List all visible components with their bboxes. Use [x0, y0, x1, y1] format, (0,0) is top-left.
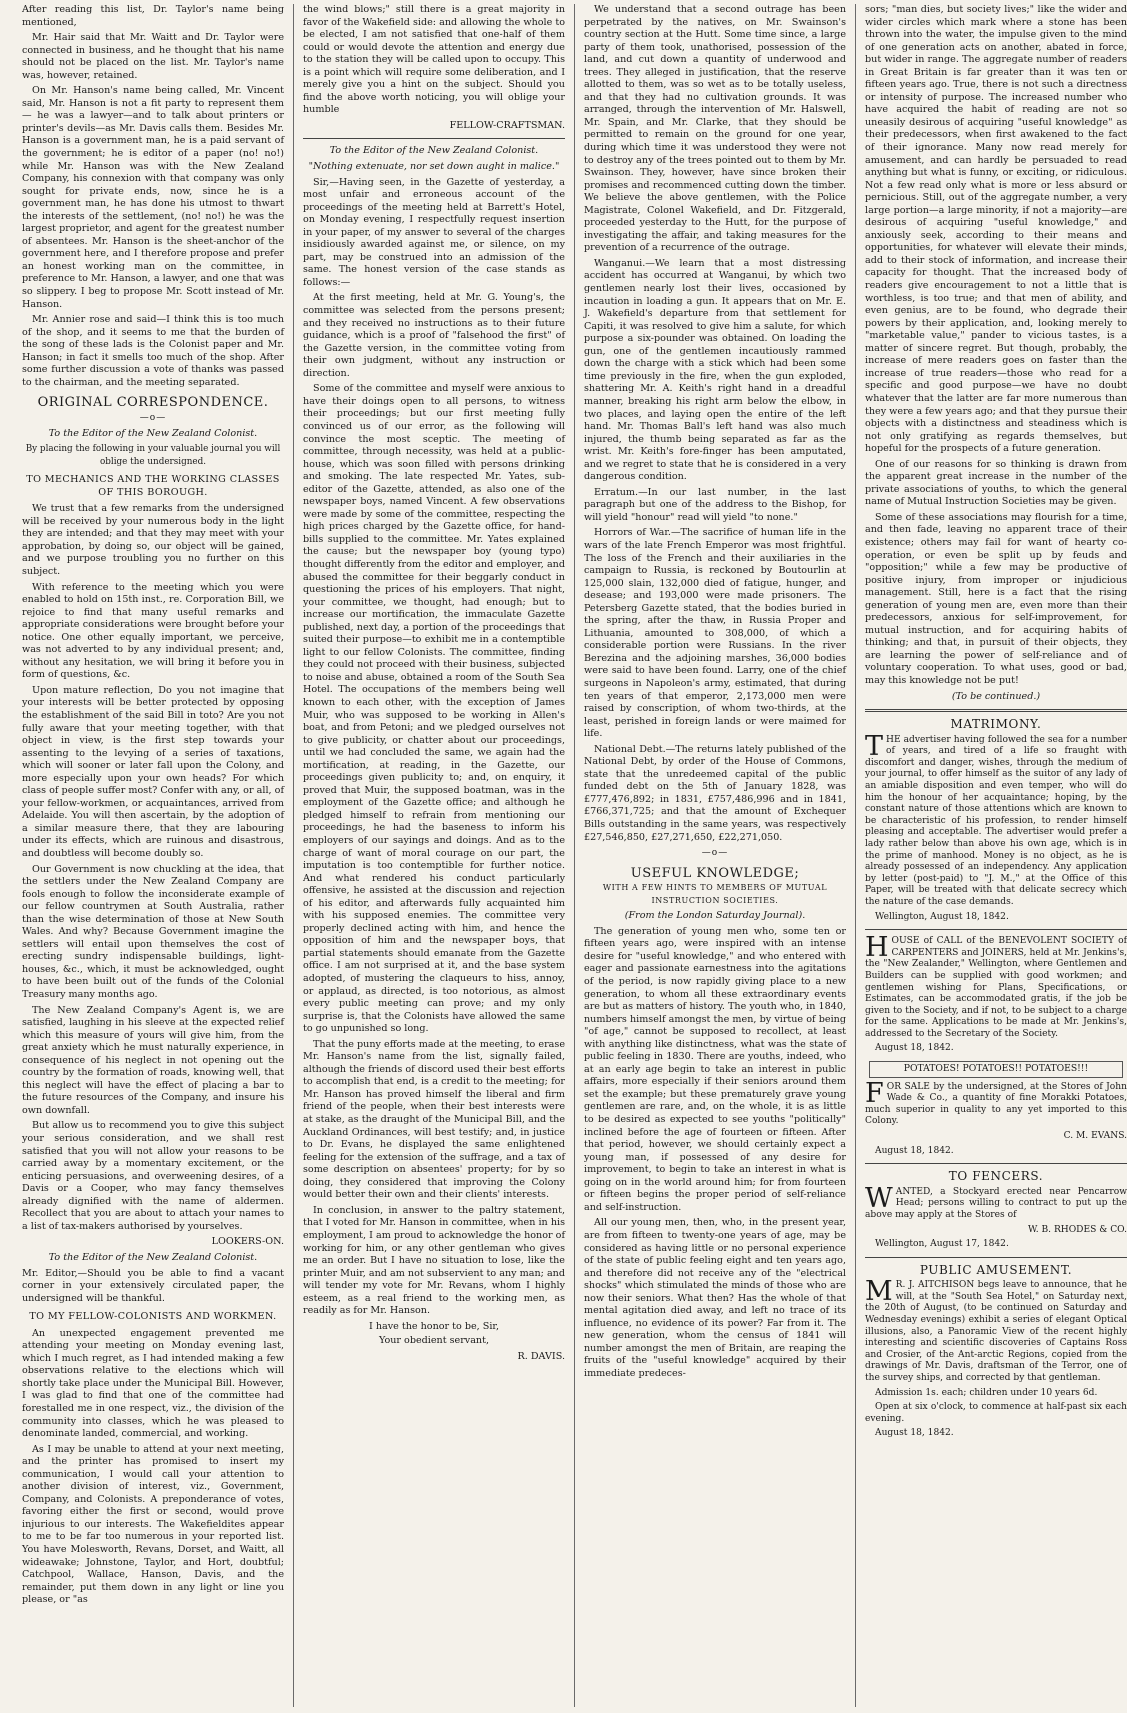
paragraph: sors; "man dies, but society lives;" like the wider and wider circles which mark where a stone has been thrown into the water, the impulse given to the mind of one generation acts on another, abated in force, but wider in range. The aggregate number of readers in Great Britain is far greater than it was ten or fifteen years ago. True, there is not such a directness or intensity of purpose. The increased number who have acquired the habit of reading are not so uneasily desirous of acquiring "useful knowledge" as their predecessors, when first awakened to the fact of their ignorance. Many now read merely for amusement, and can hardly be persuaded to read anything but what is funny, or exciting, or ridiculous. Not a few read only what is more or less absurd or pernicious. Still, out of the aggregate number, a very large portion—a large minority, if not a majority—are desirous of acquiring "useful knowledge," and anxiously seek, according to their means and opportunities, for whatever will elevate their minds, add to their stock of information, and increase their capacity for thought. That the increased body of readers give encouragement to not a little that is worthless, is too true; and that men of ability, and even genius, are to be found, who degrade their powers by their application, and, looking merely to "marketable value," pander to vicious tastes, is a matter of sincere regret. But though, probably, the increase of mere readers goes on faster than the increase of true readers—those who read for a specific and good purpose—we have no doubt whatever that the latter are far more numerous than they were a few years ago; and that they pursue their objects with a distinctness and steadiness which is not only gratifying as regards themselves, but hopeful for the prospects of a future generation.: [865, 4, 1127, 455]
drop-cap: T: [865, 730, 884, 762]
column-rule: [574, 4, 575, 1707]
source-line: (From the London Saturday Journal).: [624, 910, 806, 922]
paragraph: Horrors of War.—The sacrifice of human life in the wars of the late French Emperor was most frightful. The loss of the French and their auxiliaries in the campaign to Russia, is reckoned by Boutourlin at 125,000 slain, 132,000 died of fatigue, hunger, and desease; and 193,000 were made prisoners. The Petersberg Gazette stated, that the bodies buried in the spring, after the thaw, in Russia Proper and Lithuania, amounted to 308,000, of which a considerable portion were Russians. In the river Berezina and the adjoining marshes, 36,000 bodies were said to have been found. Larry, one of the chief surgeons in Napoleon's army, estimated, that during ten years of that emperor, 2,173,000 men were raised by conscription, of whom two-thirds, at the least, perished in foreign lands or were maimed for life.: [584, 527, 846, 740]
paragraph: An unexpected engagement prevented me attending your meeting on Monday evening last, which I much regret, as I had intended making a few observations relative to the elections which will shortly take place under the Municipal Bill. However, I was glad to find that one of the committee had forestalled me in one respect, viz., the division of the community into classes, which he was pleased to denominate landed, commercial, and working.: [22, 1327, 284, 1440]
ad-date: August 18, 1842.: [875, 1043, 954, 1054]
ad-public-amusement: [865, 1264, 1127, 1440]
divider: [865, 1257, 1127, 1258]
continued-note: (To be continued.): [951, 690, 1041, 702]
ad-fencers: [865, 1170, 1127, 1251]
closing-line: I have the honor to be, Sir,: [368, 1320, 499, 1332]
ad-title: POTATOES! POTATOES!! POTATOES!!!: [869, 1061, 1123, 1078]
ad-body: ANTED, a Stockyard erected near Pencarrow Head; persons willing to contract to put up the above may apply at the Stores of: [865, 1186, 1127, 1220]
ad-title: PUBLIC AMUSEMENT.: [919, 1262, 1073, 1277]
ad-title: TO FENCERS.: [948, 1169, 1044, 1184]
signature: LOOKERS-ON.: [211, 1236, 284, 1248]
ad-date: August 18, 1842.: [875, 1428, 954, 1439]
divider: [865, 1163, 1127, 1164]
paragraph: As I may be unable to attend at your next meeting, and the printer has promised to insert my communication, I would call your attention to another division of interest, viz., Government, Company, and Colonists. A preponderance of votes, favoring either the first or second, would prove injurious to our interests. The Wakefieldites appear to me to be far too numerous in your reported list. You have Molesworth, Revans, Dorset, and Waitt, all wideawake; Johnstone, Taylor, and Hort, doubtful; Catchpool, Wallace, Hanson, Davis, and the remainder, put them down in any light or line you please, or "as: [22, 1443, 284, 1606]
ad-body: OR SALE by the undersigned, at the Stores of John Wade & Co., a quantity of fine Morakki Potatoes, much superior in quality to any yet imported to this Colony.: [865, 1081, 1127, 1127]
drop-cap: H: [865, 932, 889, 964]
column-4: [865, 4, 1127, 1707]
paragraph: Erratum.—In our last number, in the last paragraph but one of the address to the Bishop, for will yield "honour" read will yield "to none.": [584, 486, 846, 523]
letter-address: To the Editor of the New Zealand Colonist.: [329, 145, 539, 157]
paragraph: In conclusion, in answer to the paltry statement, that I voted for Mr. Hanson in committee, when in his employment, I am proud to acknowledge the honor of working for him, or any other gentleman who gives me an order. But I have no situation to lose, like the printer Muir, and am not subservient to any man; and will tender my vote for Mr. Revans, whom I highly esteem, as a real friend to the working men, as readily as for Mr. Hanson.: [303, 1204, 565, 1317]
ad-date: August 18, 1842.: [875, 1145, 954, 1156]
ad-date: Wellington, August 17, 1842.: [875, 1239, 1009, 1250]
signature: FELLOW-CRAFTSMAN.: [449, 119, 565, 131]
signature: R. DAVIS.: [517, 1350, 565, 1362]
divider: [865, 709, 1127, 712]
paragraph: The New Zealand Company's Agent is, we are satisfied, laughing in his sleeve at the expected relief which this measure of yours will give him, from the great anxiety which he must naturally experience, in consequence of his neglect in not opening out the country by the formation of roads, knowing well, that this neglect will have the effect of placing a bar to the future resources of the Company, and insure his own downfall.: [22, 1004, 284, 1116]
column-rule: [293, 4, 294, 1707]
ad-potatoes: [865, 1061, 1127, 1157]
paragraph: Upon mature reflection, Do you not imagine that your interests will be better protected by opposing the establishment of the said Bill in toto? Are you not fully aware that your meeting together, with that object in view, is the first step towards your assenting to the levying of a series of taxations, which will sooner or later fall upon the Colony, and more especially upon your own heads? For which class of people suffer most? Confer with any, or all, of your fellow-workmen, or acquaintances, arrived from Adelaide. You will then ascertain, by the adoption of a similar measure there, that they are labouring under its effects, which are ruinous and disastrous, and doubtless will become doubly so.: [22, 684, 284, 859]
letter-address: To the Editor of the New Zealand Colonist.: [48, 427, 258, 439]
ad-body: R. J. AITCHISON begs leave to announce, that he will, at the "South Sea Hotel," on Saturday next, the 20th of August, (to be continued on Saturday and Wednesday evenings) exhibit a series of elegant Optical illusions, also, a Panoramic View of the recent highly interesting and scientific discoveries of Captains Ross and Crosier, of the Ant-arctic Regions, copied from the drawings of Mr. Davis, draftsman of the Terror, one of the survey ships, and corrected by that gentleman.: [865, 1280, 1127, 1383]
paragraph: On Mr. Hanson's name being called, Mr. Vincent said, Mr. Hanson is not a fit party to represent them— he was a lawyer—and to talk about printers or printer's devils—as Mr. Davis calls them. Besides Mr. Hanson is a government man, he is a paid servant of the government; he is editor of a paper (no! no!) while Mr. Hanson was with the New Zealand Company, his connexion with that company was only sought for private ends, now, since he is a government man, he has done his utmost to thwart the interests of the settlement, (no! no!) he was the largest proprietor, and agent for the greatest number of absentees. Mr. Hanson is the sheet-anchor of the government here, and I therefore propose and prefer an honest working man on the committee, in preference to Mr. Hanson, a lawyer, and one that was so slippery. I beg to propose Mr. Scott instead of Mr. Hanson.: [22, 85, 284, 310]
ad-admission: Admission 1s. each; children under 10 years 6d.: [875, 1387, 1098, 1398]
section-subheading: WITH A FEW HINTS TO MEMBERS OF MUTUAL INSTRUCTION SOCIETIES.: [602, 883, 828, 905]
ad-date: Wellington, August 18, 1842.: [875, 911, 1009, 922]
letter-intro: Mr. Editor,—Should you be able to find a vacant corner in your extensively circulated paper, the undersigned will be thankful.: [22, 1267, 284, 1304]
column-3: [584, 4, 846, 1707]
drop-cap: M: [865, 1276, 893, 1308]
paragraph: But allow us to recommend you to give this subject your serious consideration, and we shall rest satisfied that you will not allow your reasons to be carried away by a momentary excitement, or the enticing persuasions, and overweening desires, of a Davis or a Cooper, who may fancy themselves already dignified with the name of aldermen. Recollect that you are about to attach your names to a list of tax-makers authorised by yourselves.: [22, 1120, 284, 1232]
column-1: [22, 4, 284, 1707]
section-heading: ORIGINAL CORRESPONDENCE.: [37, 395, 269, 411]
motto: "Nothing extenuate, nor set down aught in malice.": [308, 161, 560, 173]
paragraph: Some of these associations may flourish for a time, and then fade, leaving no apparent trace of their existence; others may fail for want of hearty co-operation, or even be split up by feuds and "opposition;" while a few may be productive of positive injury, from improper or injudicious management. Still, here is a fact that the rising generation of young men are, even more than their predecessors, anxious for self-improvement, for mutual instruction, and for acquiring habits of thinking; and that, in pursuit of their objects, they are learning the power of self-reliance and of voluntary cooperation. To what uses, good or bad, may this knowledge not be put!: [865, 511, 1127, 686]
paragraph: All our young men, then, who, in the present year, are from fifteen to twenty-one years of age, may be considered as having little or no personal experience of the state of public feeling eight and ten years ago, and therefore did not receive any of the "electrical shocks" which stimulated the minds of those who are now their seniors. What then? Has the whole of that mental agitation died away, and left no trace of its influence, no evidence of its power? Far from it. The new generation, whom the census of 1841 will number amongst the men of Britain, are reaping the fruits of the "useful knowledge" acquired by their immediate predeces-: [584, 1217, 846, 1379]
divider: [303, 138, 565, 139]
paragraph: That the puny efforts made at the meeting, to erase Mr. Hanson's name from the list, signally failed, although the friends of discord used their best efforts to accomplish that end, is a credit to the meeting; for Mr. Hanson has proved himself the liberal and firm friend of the people, when their best interests were at stake, as the draught of the Municipal Bill, and the Auckland Ordinances, will best testify; and, in justice to Dr. Evans, he displayed the same enlightened feeling for the extension of the suffrage, and a tax of some description on absentees' property; for by so doing, they considered that improving the Colony would better their own and their clients' interests.: [303, 1038, 565, 1201]
paragraph: After reading this list, Dr. Taylor's name being mentioned,: [22, 4, 284, 28]
ad-open-time: Open at six o'clock, to commence at half-past six each evening.: [865, 1402, 1127, 1424]
paragraph: the wind blows;" still there is a great majority in favor of the Wakefield side: and allowing the whole to be elected, I am not satisfied that one-half of them could or would devote the attention and energy due to the station they will be called upon to occupy. This is a point which will require some deliberation, and I merely give you a hint on the subject. Should you find the above worth noticing, you will oblige your humble: [303, 4, 565, 116]
letter-address: To the Editor of the New Zealand Colonist.: [48, 1251, 258, 1263]
paragraph: At the first meeting, held at Mr. G. Young's, the committee was selected from the persons present; and they received no instructions as to their future guidance, which is a proof of "falsehood the first" of the Gazette version, in the committee voting from their own judgment, without any instruction or direction.: [303, 292, 565, 379]
drop-cap: W: [865, 1182, 893, 1214]
ad-title: MATRIMONY.: [950, 717, 1042, 732]
paragraph: The generation of young men who, some ten or fifteen years ago, were inspired with an intense desire for "useful knowledge," and who entered with eager and passionate earnestness into the agitations of the period, is now rapidly giving place to a new generation, to whom all these extraordinary events are but as matters of history. The youth who, in 1840, numbers himself amongst the men, by virtue of being "of age," cannot be supposed to recollect, at least with anything like distinctness, what was the state of public feeling in 1830. There are youths, indeed, who at an early age begin to take an interest in public affairs, more especially if their seniors around them set the example; but these prematurely grave young gentlemen are rare, and, on the whole, it is as little to be desired as expected to see youths "politically" inclined before the age of fourteen or fifteen. After that period, however, we should certainly expect a young man, if possessed of any desire for improvement, to begin to take an interest in what is going on in the world around him; for from fourteen or fifteen begins the proper period of self-reliance and self-instruction.: [584, 925, 846, 1213]
paragraph: With reference to the meeting which you were enabled to hold on 15th inst., re. Corporation Bill, we rejoice to find that many useful remarks and appropriate considerations were brought before your notice. One other equally important, we perceive, was not adverted to by any individual present; and, without any hesitation, we will bring it before you in form of questions, &c.: [22, 581, 284, 681]
paragraph: Mr. Hair said that Mr. Waitt and Dr. Taylor were connected in business, and he thought that his name should not be placed on the list. Mr. Taylor's name was, however, retained.: [22, 32, 284, 81]
ornament: —o—: [701, 848, 729, 859]
paragraph: We trust that a few remarks from the undersigned will be received by your numerous body in the light they are intended; and that they may meet with your approbation, by doing so, our object will be gained, and we purpose troubling you no further on this subject.: [22, 503, 284, 577]
letter-title: TO MECHANICS AND THE WORKING CLASSES OF THIS BOROUGH.: [26, 474, 280, 498]
ad-body: OUSE of CALL of the BENEVOLENT SOCIETY of CARPENTERS and JOINERS, held at Mr. Jenkins's, the "New Zealander," Wellington, where Gentlemen and Builders can be supplied with good workmen; and gentlemen wishing for Plans, Specifications, or Estimates, can be accommodated gratis, if the job be given to the Society, and if not, to be subject to a charge for the same. Applications to be made at Mr. Jenkins's, addressed to the Secretary of the Society.: [865, 936, 1127, 1039]
section-heading: USEFUL KNOWLEDGE;: [630, 865, 800, 881]
paragraph: Our Government is now chuckling at the idea, that the settlers under the New Zealand Company are fools enough to follow the inconsiderate example of our fellow countrymen at South Australia, rather than the wise determination of those at New South Wales. And why? Because Government imagine the settlers will entail upon themselves the cost of erecting sundry indispensable buildings, light-houses, &c., which, it must be acknowledged, ought to have been built out of the funds of the Colonial Treasury many months ago.: [22, 863, 284, 1001]
letter-intro: By placing the following in your valuable journal you will oblige the undersigned.: [25, 444, 281, 467]
column-rule: [855, 4, 856, 1707]
column-2: [303, 4, 565, 1707]
ad-signer: C. M. EVANS.: [1063, 1130, 1127, 1141]
paragraph: Some of the committee and myself were anxious to have their doings open to all persons, to witness their proceedings; but our first meeting fully convinced us of our error, as the following will convince the most sceptic. The meeting of committee, through necessity, was held at a public-house, which was soon filled with persons drinking and smoking. The late respected Mr. Yates, sub-editor of the Gazette, attended, as also one of the newspaper boys, named Vincent. A few observations were made by some of the committee, respecting the high prices charged by the Gazette office, for hand-bills supplied to the committee. Mr. Yates explained the cause; but the newspaper boy (young typo) thought differently from the editor and employer, and abused the committee for their beggarly conduct in questioning the prices of his employers. That night, your committee, we thought, had enough; but to increase our mortification, the immaculate Gazette published, next day, a portion of the proceedings that suited their purpose—to exhibit me in a contemptible light to our fellow Colonists. The committee, finding they could not proceed with their business, subjected to noise and abuse, obtained a room of the South Sea Hotel. The occupations of the members being well known to each other, with the exception of James Muir, who was supposed to be working in Allen's boat, and from Petoni; and we pledged ourselves not to give publicity, or chatter about our proceedings, until we had concluded the same, we again had the mortification, at reading, in the Gazette, our proceedings given publicity to; and, on enquiry, it proved that Muir, the supposed boatman, was in the employment of the Gazette office; and although he pledged himself to refrain from mentioning our proceedings, he had the baseness to inform his employers of our sayings and doings. And as to the charge of want of moral courage on our part, the imputation is too contemptible for further notice. And what rendered his conduct particularly offensive, he assisted at the discussion and rejection of his editor, and afterwards fully acquainted him with his supposed enemies. The committee very properly declined acting with him, and hence the opposition of him and the newspaper boys, that partial statements should emanate from the Gazette office. I am not surprised at it, and the base system adopted, of mustering the claqueurs to hiss, annoy, or applaud, as directed, is too notorious, as almost every public meeting can prove; and my only surprise is, that the Colonists have allowed the same to go unpunished so long.: [303, 383, 565, 1035]
ad-signer: W. B. RHODES & CO.: [1027, 1224, 1127, 1235]
letter-title: TO MY FELLOW-COLONISTS AND WORKMEN.: [29, 1311, 277, 1323]
paragraph: Sir,—Having seen, in the Gazette of yesterday, a most unfair and erroneous account of the proceedings of the meeting held at Barrett's Hotel, on Monday evening, I respectfully request insertion in your paper, of my answer to several of the charges insidiously awarded against me, or silence, on my part, may be construed into an admission of the same. The honest version of the case stands as follows:—: [303, 176, 565, 288]
closing-line: Your obedient servant,: [378, 1335, 490, 1347]
paragraph: We understand that a second outrage has been perpetrated by the natives, on Mr. Swainson's country section at the Hutt. Some time since, a large party of them took, unathorised, possession of the land, and cut down a quantity of underwood and trees. They alleged in justification, that the reserve allotted to them, was so wet as to be totally useless, and that they had no cultivation grounds. It was arranged, through the intervention of Mr. Halswell, Mr. Spain, and Mr. Clarke, that they should be permitted to remain on the ground for one year, during which time it was understood they were not to destroy any of the trees pointed out to them by Mr. Swainson. They, however, have since broken their promises and recommenced cutting down the timber. We believe the above gentlemen, with the Police Magistrate, Colonel Wakefield, and Dr. Fitzgerald, proceeded yesterday to the Hutt, for the purpose of investigating the affair, and taking measures for the prevention of a recurrence of the outrage.: [584, 4, 846, 254]
ad-house-of-call: [865, 932, 1127, 1055]
paragraph: National Debt.—The returns lately published of the National Debt, by order of the House of Commons, state that the unredeemed capital of the public funded debt on the 5th of January 1828, was £777,476,892; in 1831, £757,486,996 and in 1841, £766,371,725; and that the amount of Exchequer Bills outstanding in the same years, was respectively £27,546,850, £27,271,650, £22,271,050.: [584, 743, 846, 843]
drop-cap: F: [865, 1077, 884, 1109]
paragraph: Wanganui.—We learn that a most distressing accident has occurred at Wanganui, by which two gentlemen nearly lost their lives, occasioned by incaution in loading a gun. It appears that on Mr. E. J. Wakefield's departure from that settlement for Capiti, it was resolved to give him a salute, for which purpose a six-pounder was obtained. On loading the gun, one of the gentlemen incautiously rammed down the charge with a stick which had been some time previously in the fire, when the gun exploded, shattering Mr. A. Keith's right hand in a dreadful manner, breaking his right arm below the elbow, in two places, and laying open the entire of the left hand. Mr. Thomas Ball's left hand was also much injured, the thumb being separated as far as the wrist. Mr. Keith's fore-finger has been amputated, and we regret to state that he is considered in a very dangerous condition.: [584, 257, 846, 483]
paragraph: Mr. Annier rose and said—I think this is too much of the shop, and it seems to me that the burden of the song of these lads is the Colonist paper and Mr. Hanson; in fact it smells too much of the shop. After some further discussion a vote of thanks was passed to the chairman, and the meeting separated.: [22, 314, 284, 388]
ornament: —o—: [139, 412, 167, 423]
ad-matrimony: [865, 718, 1127, 923]
ad-body: HE advertiser having followed the sea for a number of years, and tired of a life so fraught with discomfort and danger, wishes, through the medium of your journal, to offer himself as the suitor of any lady of an amiable disposition and even temper, who will do him the honour of her acquaintance; hoping, by the constant nature of those attentions which are known to be characteristic of his profession, to render himself pleasing and acceptable. The advertiser would prefer a lady rather below than above his own age, which is in the prime of manhood. Money is no object, as he is already possessed of an independency. Any application by letter (post-paid) to "J. M.," at the Office of this Paper, will be treated with that delicate secrecy which the nature of the case demands.: [865, 734, 1127, 907]
divider: [865, 929, 1127, 930]
paragraph: One of our reasons for so thinking is drawn from the apparent great increase in the number of the private associations of youths, to which the general name of Mutual Instruction Societies may be given.: [865, 458, 1127, 508]
